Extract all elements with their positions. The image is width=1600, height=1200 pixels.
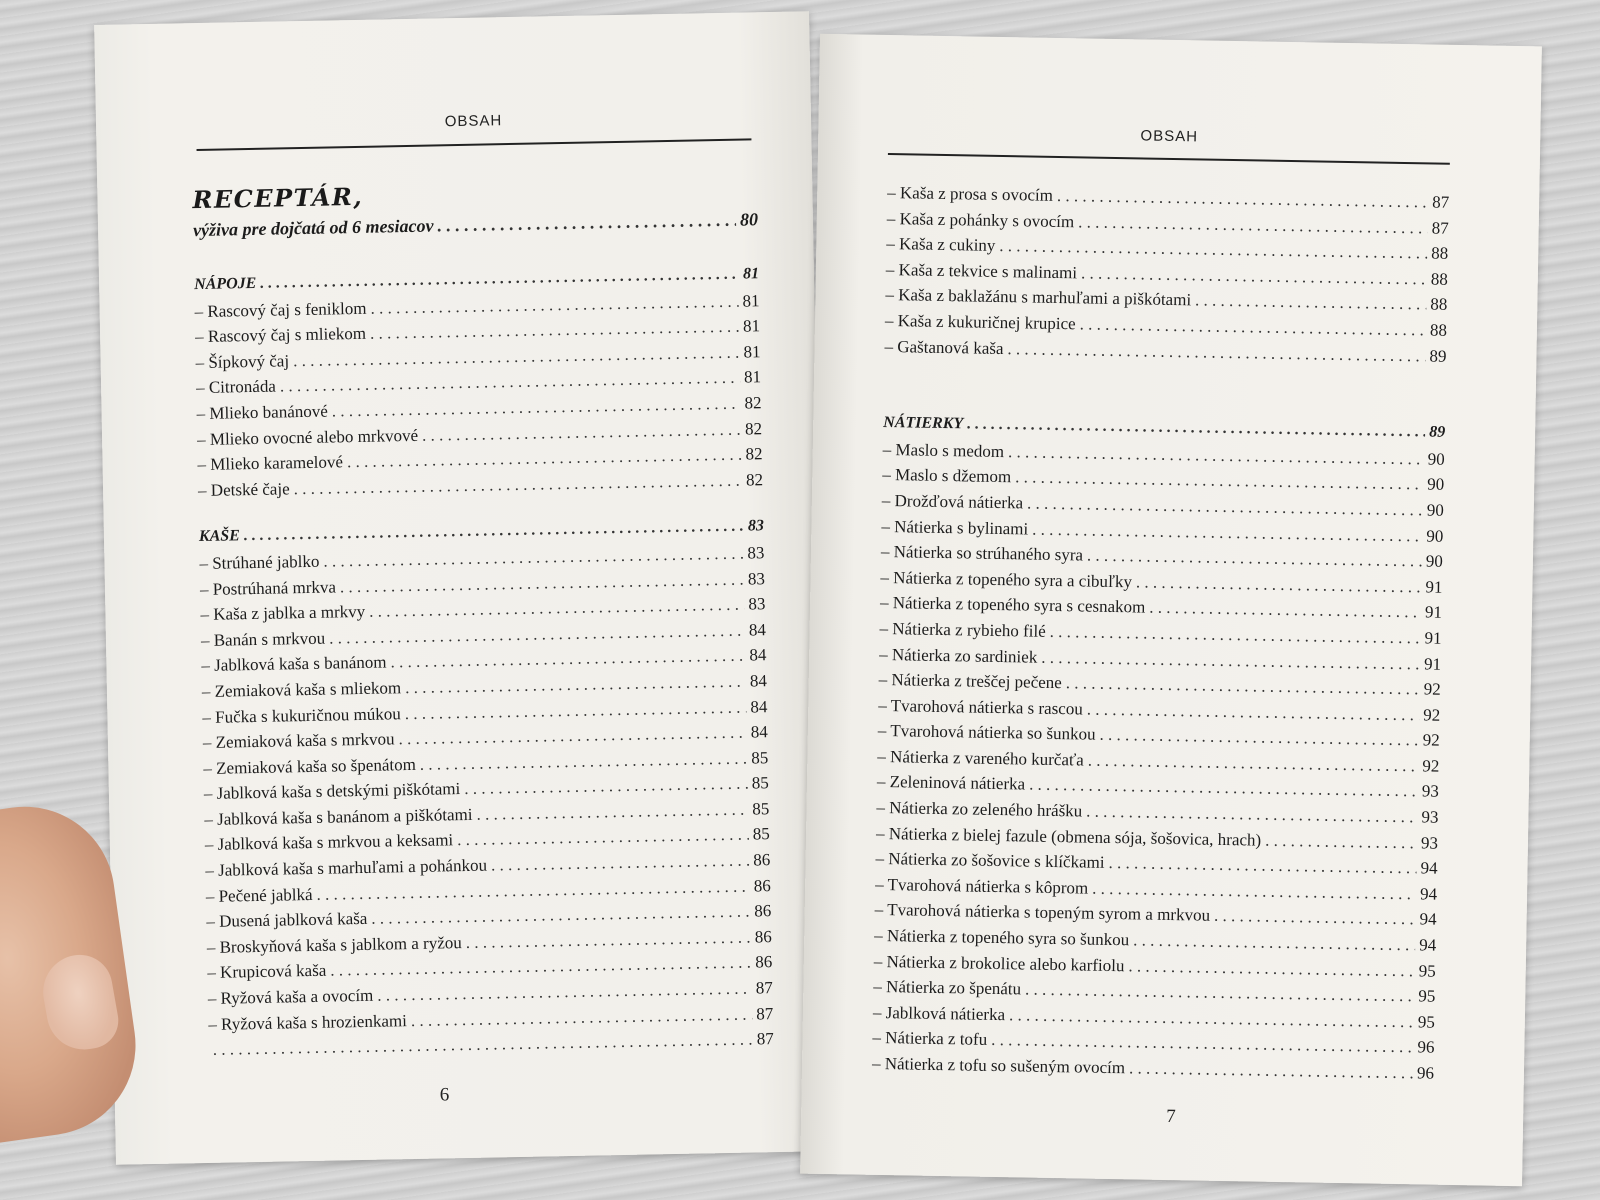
toc-page: 90 — [1427, 474, 1445, 495]
leader-dots — [1149, 598, 1421, 623]
toc-page: 89 — [1429, 346, 1447, 366]
toc-label: – Nátierka zo šošovice s klíčkami — [875, 849, 1105, 873]
toc-list — [194, 265, 774, 1066]
toc-label: – Jablková kaša s mrkvou a keksami — [204, 830, 454, 855]
toc-page: 84 — [750, 722, 768, 742]
toc-label: – Broskyňová kaša s jablkom a ryžou — [206, 932, 462, 957]
toc-label: – Jablková kaša s banánom a piškótami — [204, 804, 473, 829]
toc-page: 82 — [744, 393, 762, 413]
header-rule — [197, 138, 752, 151]
toc-label: – Tvarohová nátierka s rascou — [878, 695, 1083, 719]
toc-label: KAŠE — [198, 527, 241, 546]
toc-label: – Kaša z pohánky s ovocím — [886, 208, 1075, 231]
toc-label: – Zeleninová nátierka — [876, 772, 1026, 794]
toc-label: – Nátierka z topeného syra so šunkou — [874, 925, 1130, 950]
toc-label: – Ryžová kaša a ovocím — [207, 985, 374, 1008]
toc-page: 81 — [742, 265, 760, 283]
leader-dots — [1057, 186, 1429, 212]
toc-label: – Nátierka so strúhaného syra — [880, 542, 1084, 565]
toc-page: 91 — [1424, 628, 1442, 648]
leader-dots — [491, 851, 750, 876]
leader-dots — [1128, 956, 1415, 981]
toc-label: – Fučka s kukuričnou múkou — [202, 703, 401, 727]
toc-page: 85 — [751, 773, 769, 793]
toc-page: 86 — [753, 850, 771, 870]
leader-dots — [1136, 572, 1422, 597]
toc-label: – Nátierka z brokolice alebo karfiolu — [873, 951, 1125, 975]
leader-dots — [464, 774, 748, 799]
toc-page: 86 — [753, 875, 771, 896]
toc-label: – Kaša z tekvice s malinami — [885, 259, 1078, 283]
header-rule — [888, 153, 1450, 165]
toc-page: 87 — [1431, 192, 1450, 212]
toc-label: – Nátierka z vareného kurčaťa — [877, 746, 1084, 770]
toc-page: 90 — [1427, 449, 1445, 469]
toc-page: 83 — [747, 517, 765, 535]
toc-label: – Nátierka z tofu — [872, 1028, 988, 1050]
toc-page: 92 — [1422, 730, 1440, 750]
toc-label: – Nátierka z topeného syra a cibuľky — [880, 567, 1133, 592]
toc-label: – Mlieko banánové — [196, 401, 329, 424]
leader-dots — [244, 518, 744, 546]
toc-subtitle — [193, 209, 759, 254]
toc-page: 87 — [756, 1003, 774, 1024]
toc-page: 87 — [755, 978, 773, 998]
toc-page: 94 — [1420, 858, 1438, 878]
leader-dots — [1099, 725, 1418, 751]
toc-label: – Kaša z jablka a mrkvy — [200, 601, 366, 625]
toc-page: 93 — [1421, 781, 1440, 802]
toc-label: – Nátierka s bylinami — [881, 516, 1029, 539]
toc-label: – Kaša z kukuričnej krupice — [884, 310, 1076, 334]
toc-label: NÁTIERKY — [883, 414, 964, 433]
leader-dots — [1195, 291, 1427, 315]
toc-page: 88 — [1430, 294, 1448, 315]
toc-page: 81 — [743, 342, 761, 362]
toc-page: 82 — [745, 469, 764, 490]
toc-label: – Detské čaje — [197, 479, 290, 500]
toc-page: 82 — [744, 418, 763, 439]
running-head: OBSAH — [444, 112, 503, 131]
right-page — [800, 34, 1542, 1186]
toc-label: – Nátierka z bielej fazule (obmena sója, šošovica, hrach) — [875, 823, 1262, 850]
toc-label: – Zemiaková kaša s mrkvou — [202, 729, 395, 753]
toc-page: 95 — [1418, 961, 1436, 981]
leader-dots — [1092, 879, 1416, 905]
running-head: OBSAH — [1140, 127, 1199, 146]
toc-page: 89 — [1428, 423, 1446, 441]
toc-label: – Nátierka zo sardiniek — [879, 644, 1038, 667]
leader-dots — [260, 266, 739, 293]
leader-dots — [1214, 906, 1416, 930]
toc-page: 86 — [755, 952, 773, 972]
leader-dots — [437, 210, 736, 237]
toc-label: – Jablková nátierka — [872, 1002, 1006, 1024]
leader-dots — [1133, 930, 1415, 955]
toc-label: – Rascový čaj s mliekom — [194, 323, 367, 347]
leader-dots — [1108, 853, 1416, 878]
page-number: 6 — [439, 1084, 450, 1106]
toc-page: 81 — [742, 290, 760, 311]
toc-label: – Tvarohová nátierka s kôprom — [875, 874, 1089, 898]
toc-page: 83 — [747, 543, 765, 563]
toc-page: 95 — [1417, 1012, 1436, 1032]
toc-label: – Zemiaková kaša s mliekom — [201, 678, 402, 701]
toc-label: – Banán s mrkvou — [200, 628, 326, 650]
toc-page: 87 — [1431, 218, 1449, 238]
leader-dots — [1265, 830, 1417, 853]
toc-right — [872, 183, 1450, 1089]
toc-page: 94 — [1419, 909, 1437, 930]
toc-page: 95 — [1418, 986, 1436, 1006]
page-number: 7 — [1165, 1105, 1176, 1128]
toc-page: 84 — [750, 696, 768, 716]
toc-label: NÁPOJE — [193, 274, 257, 294]
toc-page: 82 — [745, 444, 763, 464]
toc-page: 86 — [754, 926, 772, 947]
toc-page: 85 — [752, 799, 770, 819]
toc-label: – Citronáda — [195, 376, 277, 398]
toc-page: 92 — [1423, 705, 1441, 725]
toc-page: 81 — [743, 367, 762, 387]
leader-dots — [967, 416, 1425, 442]
toc-page: 91 — [1425, 577, 1443, 597]
toc-left — [192, 174, 774, 1065]
toc-label: – Nátierka z tofu so sušeným ovocím — [871, 1053, 1126, 1078]
leader-dots — [476, 799, 748, 824]
toc-page: 84 — [748, 619, 767, 640]
toc-label: – Gaštanová kaša — [884, 336, 1004, 358]
toc-page: 85 — [752, 824, 770, 844]
toc-label: – Mlieko ovocné alebo mrkvové — [196, 425, 419, 449]
left-page — [94, 11, 831, 1165]
toc-label: – Rascový čaj s feniklom — [194, 298, 367, 321]
book-section-title: RECEPTÁR, — [192, 181, 364, 215]
toc-label: – Nátierka z rybieho filé — [879, 618, 1046, 641]
toc-page: 81 — [742, 316, 761, 336]
toc-page: 91 — [1423, 653, 1442, 674]
toc-label: – Zemiaková kaša so špenátom — [203, 754, 417, 778]
toc-label: – Maslo s medom — [882, 439, 1005, 461]
toc-page: 94 — [1419, 935, 1437, 955]
toc-page: 84 — [749, 645, 767, 665]
toc-page: 93 — [1421, 807, 1439, 827]
toc-label: – Kaša z prosa s ovocím — [887, 182, 1054, 205]
toc-label: – Maslo s džemom — [882, 465, 1012, 487]
toc-label: – Mlieko karamelové — [197, 452, 344, 475]
leader-dots — [1129, 1058, 1413, 1083]
toc-page: 90 — [1426, 500, 1444, 520]
toc-label: – Strúhané jablko — [199, 551, 320, 573]
leader-dots — [457, 825, 749, 851]
toc-page: 80 — [739, 209, 759, 230]
toc-label: – Kaša z cukiny — [886, 234, 996, 256]
toc-page: 90 — [1425, 551, 1444, 571]
toc-page: 86 — [754, 901, 772, 921]
toc-page: 85 — [751, 747, 769, 768]
toc-label: výživa pre dojčatá od 6 mesiacov — [192, 215, 434, 241]
toc-label: – Krupicová kaša — [207, 961, 327, 983]
toc-page: 88 — [1429, 320, 1448, 340]
toc-label: – Jablková kaša s detskými piškótami — [203, 779, 461, 804]
toc-label: – Kaša z baklažánu s marhuľami a piškótami — [885, 285, 1192, 310]
toc-label: – Jablková kaša s banánom — [201, 652, 387, 676]
toc-page: 94 — [1419, 884, 1438, 904]
toc-label: – Tvarohová nátierka so šunkou — [877, 721, 1096, 744]
toc-label: – Drožďová nátierka — [881, 490, 1024, 513]
toc-page: 93 — [1420, 833, 1439, 853]
toc-list — [872, 183, 1450, 1089]
toc-page: 88 — [1430, 269, 1448, 289]
toc-label: – Dusená jablková kaša — [206, 909, 368, 932]
toc-label: – Postrúhaná mrkva — [199, 576, 337, 599]
toc-label: – Nátierka zo zeleného hrášku — [876, 797, 1083, 821]
toc-page: 87 — [756, 1029, 774, 1049]
toc-page: 91 — [1424, 602, 1443, 623]
toc-page: 96 — [1417, 1037, 1435, 1058]
toc-label: – Nátierka z topeného syra s cesnakom — [879, 593, 1146, 617]
toc-label: – Pečené jablká — [205, 884, 313, 906]
toc-page: 92 — [1423, 679, 1441, 699]
toc-label: – Šípkový čaj — [195, 351, 290, 372]
toc-page: 83 — [748, 594, 766, 614]
leader-dots — [466, 927, 751, 952]
toc-label: – Tvarohová nátierka s topeným syrom a mrkvou — [874, 900, 1211, 926]
toc-label: – Nátierka z treščej pečene — [878, 670, 1062, 693]
toc-page: 92 — [1422, 756, 1440, 776]
toc-page: 96 — [1416, 1063, 1435, 1083]
toc-label: – Nátierka zo špenátu — [873, 977, 1022, 999]
toc-page: 83 — [747, 568, 766, 589]
toc-label: – Ryžová kaša s hrozienkami — [208, 1010, 408, 1034]
toc-label: – Jablková kaša s marhuľami a pohánkou — [205, 855, 488, 881]
toc-page: 84 — [749, 671, 768, 691]
toc-page: 88 — [1431, 243, 1449, 263]
toc-page: 90 — [1426, 525, 1444, 546]
